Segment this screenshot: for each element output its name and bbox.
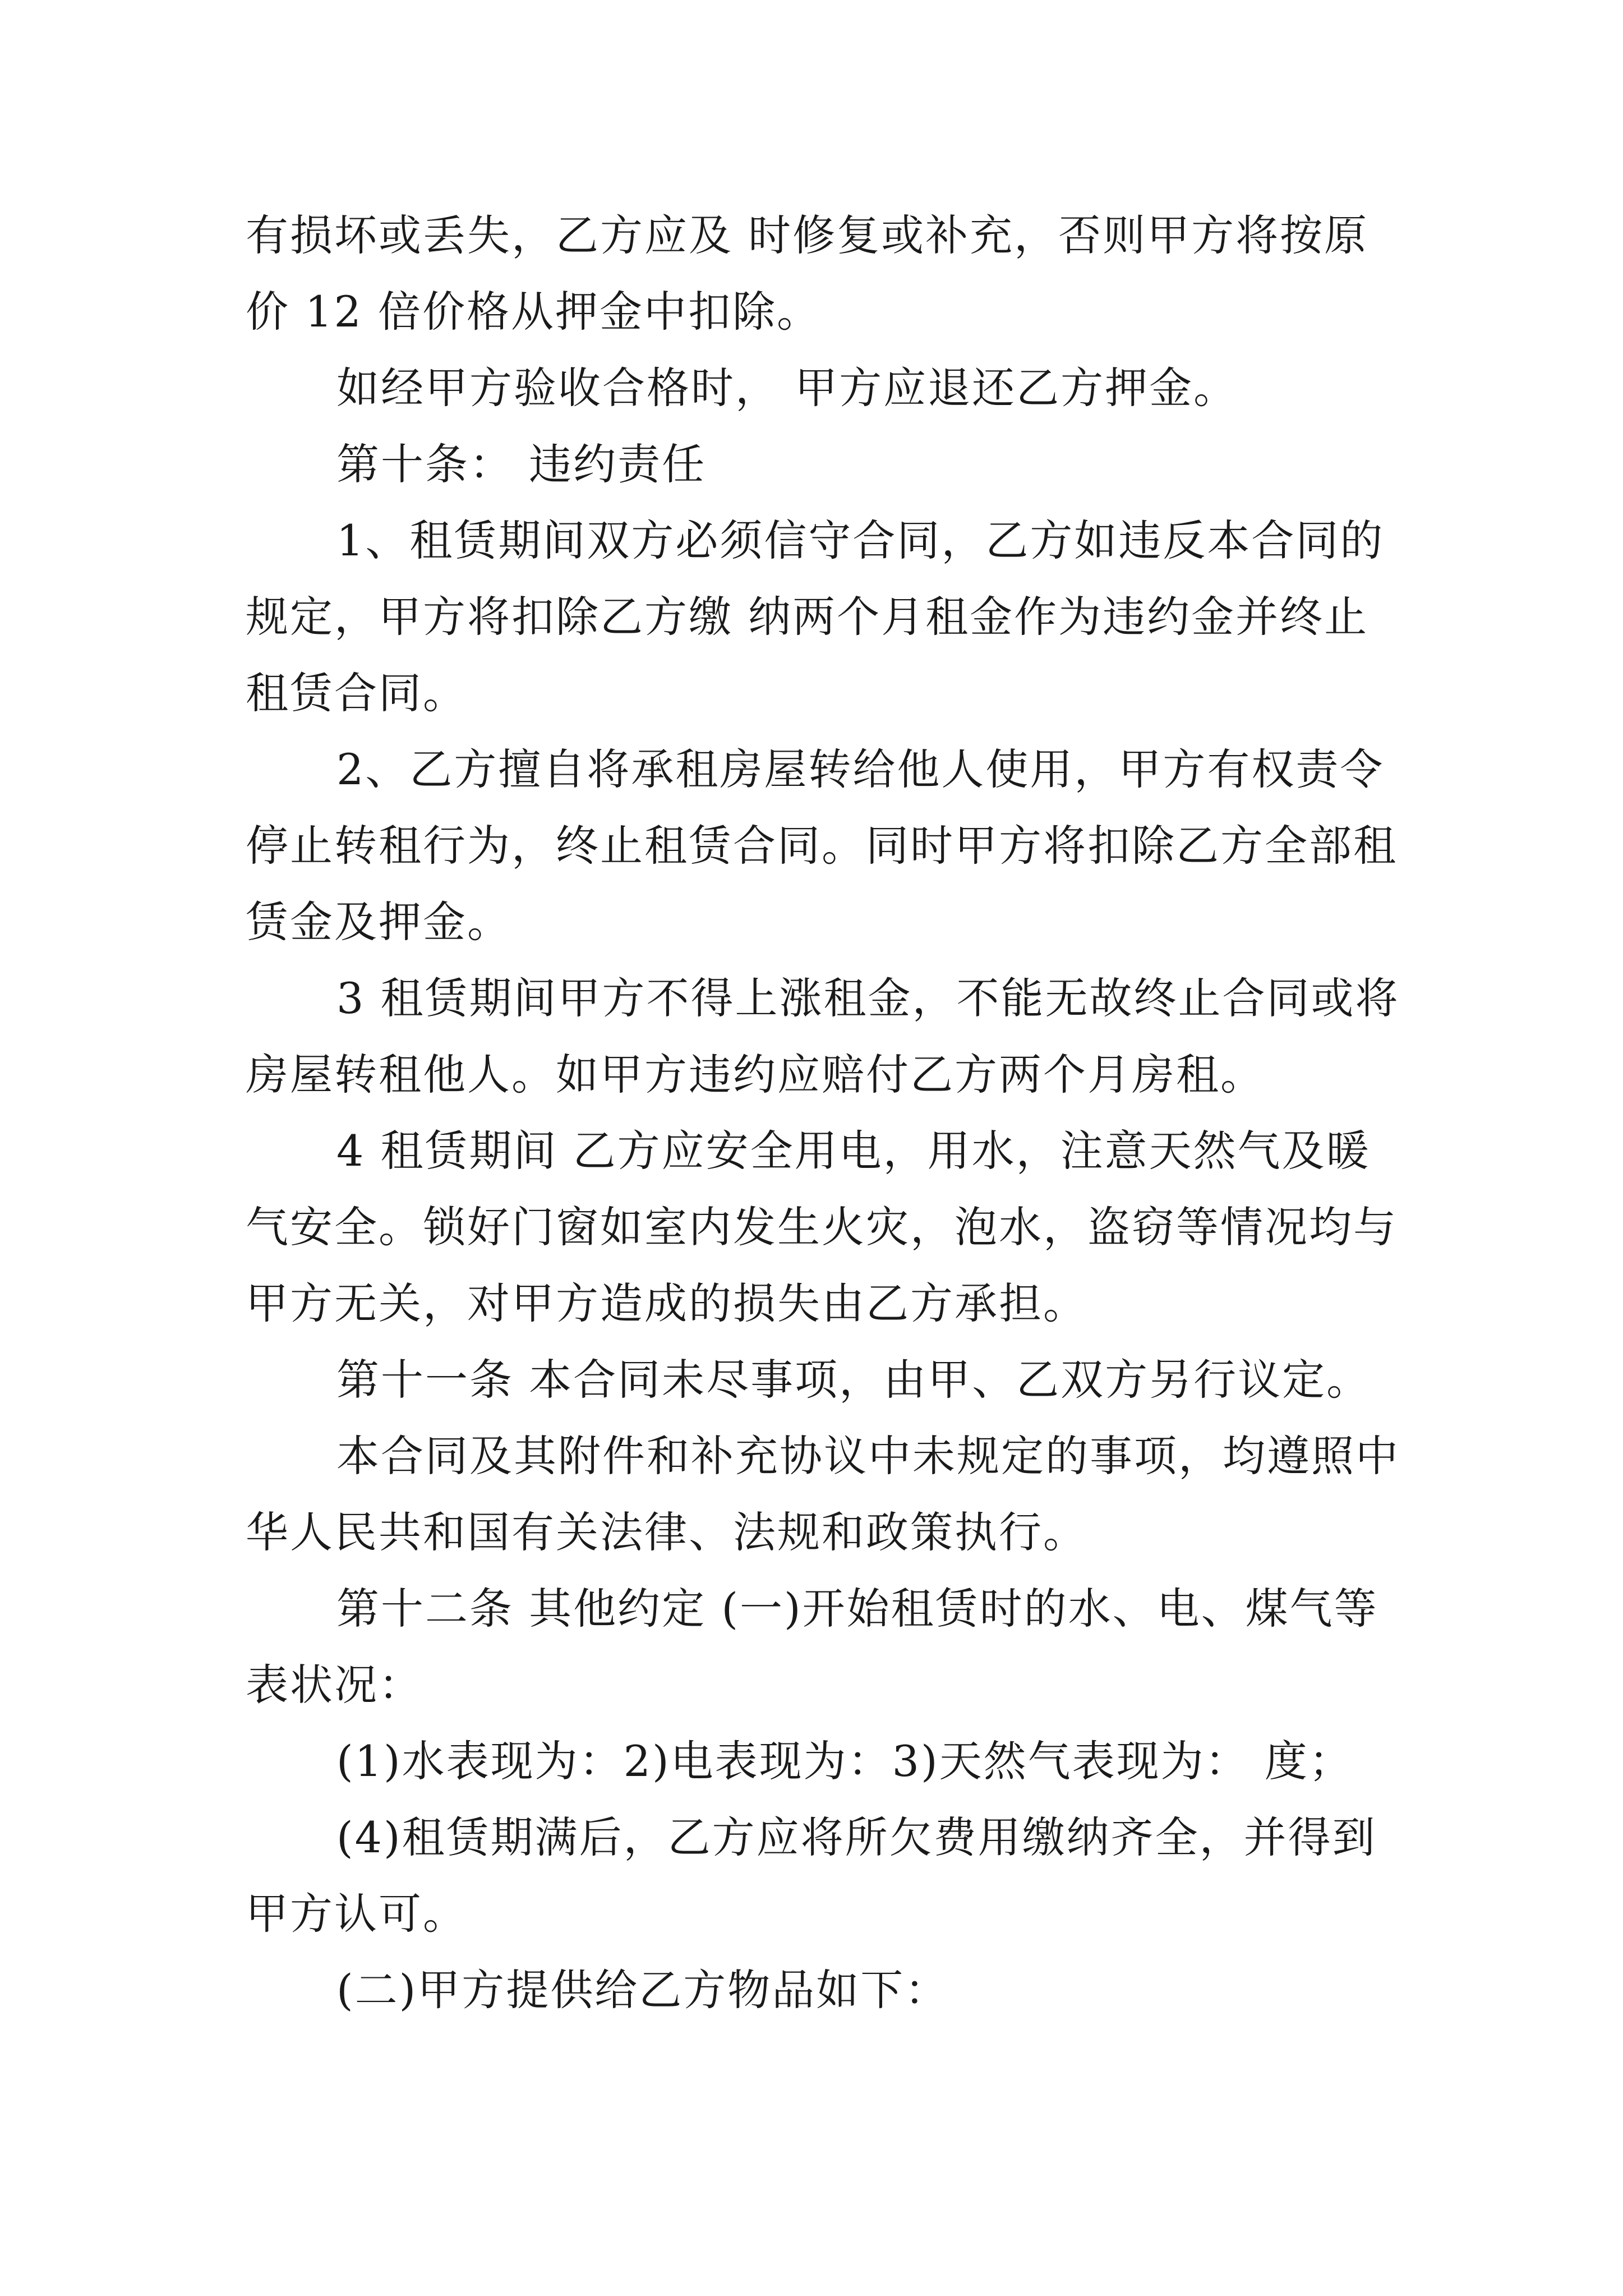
- text-line: (1)水表现为：2)电表现为：3)天然气表现为： 度；: [336, 1736, 1353, 1786]
- text-line: 租赁合同。: [246, 668, 467, 718]
- text-line: 气安全。锁好门窗如室内发生火灾，泡水，盗窃等情况均与: [246, 1202, 1398, 1252]
- section-heading: 第十条： 违约责任: [336, 439, 707, 489]
- text-line: 规定，甲方将扣除乙方缴 纳两个月租金作为违约金并终止: [246, 592, 1369, 642]
- text-line: 甲方认可。: [246, 1889, 467, 1939]
- text-line: 4 租赁期间 乙方应安全用电，用水，注意天然气及暖: [336, 1126, 1371, 1176]
- text-line: 赁金及押金。: [246, 897, 511, 947]
- text-line: 3 租赁期间甲方不得上涨租金，不能无故终止合同或将: [336, 973, 1400, 1023]
- text-line: (4)租赁期满后，乙方应将所欠费用缴纳齐全，并得到: [336, 1812, 1377, 1862]
- text-line: (二)甲方提供给乙方物品如下：: [336, 1965, 949, 2015]
- text-line: 如经甲方验收合格时， 甲方应退还乙方押金。: [336, 363, 1238, 413]
- text-line: 本合同及其附件和补充协议中未规定的事项，均遵照中: [336, 1431, 1400, 1481]
- text-line: 价 12 倍价格从押金中扣除。: [246, 287, 822, 337]
- text-line: 有损坏或丢失，乙方应及 时修复或补充，否则甲方将按原: [246, 210, 1369, 260]
- text-line: 甲方无关，对甲方造成的损失由乙方承担。: [246, 1278, 1087, 1328]
- section-heading: 第十一条 本合同未尽事项，由甲、乙双方另行议定。: [336, 1355, 1371, 1405]
- text-line: 2、乙方擅自将承租房屋转给他人使用，甲方有权责令: [336, 744, 1385, 794]
- text-line: 房屋转租他人。如甲方违约应赔付乙方两个月房租。: [246, 1050, 1265, 1099]
- text-line: 停止转租行为，终止租赁合同。同时甲方将扣除乙方全部租: [246, 821, 1398, 871]
- section-heading: 第十二条 其他约定 (一)开始租赁时的水、电、煤气等: [336, 1584, 1378, 1634]
- text-line: 表状况：: [246, 1660, 423, 1710]
- text-line: 华人民共和国有关法律、法规和政策执行。: [246, 1507, 1087, 1557]
- text-line: 1、租赁期间双方必须信守合同，乙方如违反本合同的: [336, 516, 1385, 565]
